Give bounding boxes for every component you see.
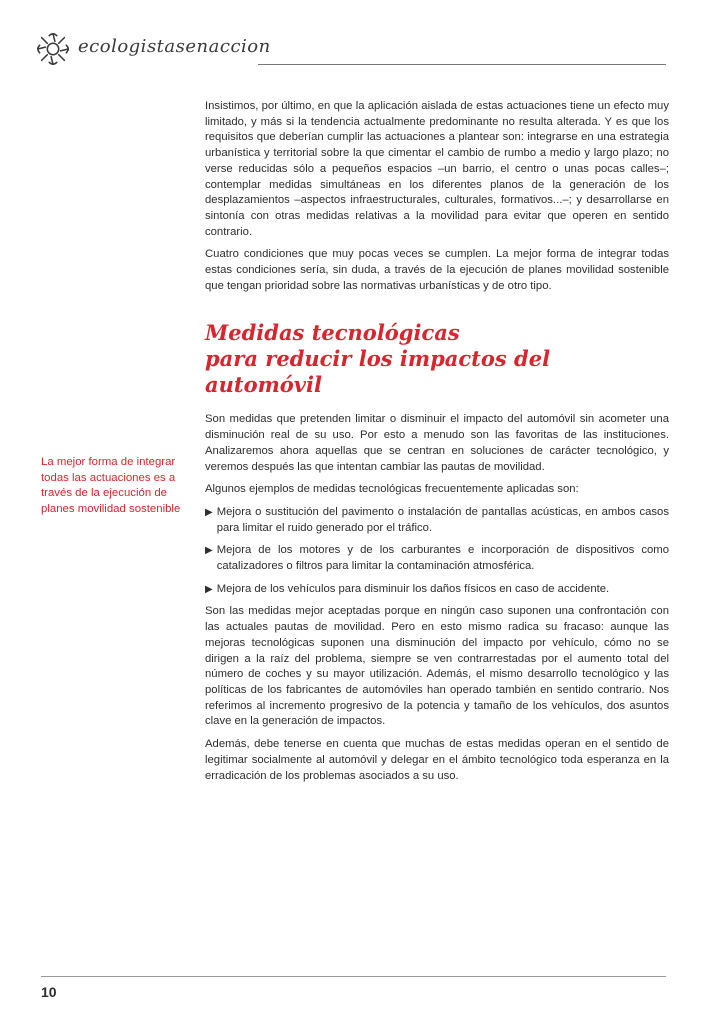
section-paragraph: Algunos ejemplos de medidas tecnológicas frecuentemente aplicadas son: [205, 483, 579, 496]
page-header [34, 30, 666, 70]
bullet-item [205, 543, 669, 574]
triangle-bullet-icon: ▶ [205, 545, 213, 557]
pull-quote-sidenote: La mejor forma de integrar todas las actuaciones es a través de la ejecución de planes movilidad sostenible [41, 456, 181, 515]
triangle-bullet-icon: ▶ [205, 506, 213, 518]
closing-paragraph: Son las medidas mejor aceptadas porque en ningún caso suponen una confrontación con las actuales pautas de movilidad. Pero en esto mismo radica su fracaso: aunque las mejoras tecnológicas suponen una disminución del impacto por vehículo, cómo no se dirigen a la raíz del problema, siempre se ven contrarrestadas por el aumento total del número de coches y su mayor utilización. Además, el mismo desarrollo tecnológico y las políticas de los fabricantes de automóviles han operado también en sentido contrario. Nos referimos al incremento progresivo de la potencia y tamaño de los vehículos, dos asuntos clave en la generación de impactos. [205, 605, 669, 728]
section-title [205, 320, 669, 398]
bullet-item [205, 582, 669, 598]
main-column [205, 99, 669, 791]
bullet-item [205, 505, 669, 536]
intro-paragraph: Cuatro condiciones que muy pocas veces se cumplen. La mejor forma de integrar todas estas condiciones sería, sin duda, a través de la ejecución de planes movilidad sostenible que tengan prioridad sobre las normativas urbanísticas y de otro tipo. [205, 248, 669, 292]
bullet-text: Mejora de los vehículos para disminuir los daños físicos en caso de accidente. [216, 582, 610, 595]
section-title-line: para reducir los impactos del automóvil [205, 346, 551, 398]
page-number: 10 [41, 984, 57, 1000]
header-divider [258, 64, 666, 65]
bullet-text: Mejora o sustitución del pavimento o instalación de pantallas acústicas, en ambos casos para limitar el ruido generado por el tráfico. [216, 505, 669, 534]
triangle-bullet-icon: ▶ [205, 583, 213, 595]
closing-paragraph: Además, debe tenerse en cuenta que muchas de estas medidas operan en el sentido de legitimar socialmente al automóvil y delegar en el ámbito tecnológico toda esperanza en la erradicación de los problemas asociados a su uso. [205, 738, 669, 782]
section-title-line: Medidas tecnológicas [205, 320, 460, 346]
sun-flower-icon [34, 30, 72, 68]
bullet-text: Mejora de los motores y de los carburantes e incorporación de dispositivos como catalizadores o filtros para limitar la contaminación atmosférica. [216, 544, 669, 573]
section-paragraph: Son medidas que pretenden limitar o disminuir el impacto del automóvil sin acometer una disminución real de su uso. Por esto a menudo son las favoritas de las instituciones. Analizaremos ahora aquellas que se centran en soluciones de carácter tecnológico, y veremos después las que intentan cambiar las pautas de movilidad. [205, 413, 669, 473]
intro-paragraph: Insistimos, por último, en que la aplicación aislada de estas actuaciones tiene un efecto muy limitado, y más si la tendencia actualmente predominante no resulta alterada. Y es que los requisitos que deberían cumplir las actuaciones a plantear son: integrarse en una estrategia urbanística y territorial sobre la que cimentar el cambio de rumbo a medio y largo plazo; no verse reducidas sólo a pequeños espacios –un barrio, el centro o unas pocas calles–; contemplar medidas simultáneas en los diferentes planos de la generación de los desplazamientos –aspectos infraestructurales, culturales, formativos...–; y desarrollarse en sintonía con otras medidas relativas a la movilidad para evitar que operen en sentido contrario. [205, 100, 669, 238]
brand-logo-text: ecologistasenaccion [78, 36, 271, 57]
footer-divider [41, 976, 666, 977]
